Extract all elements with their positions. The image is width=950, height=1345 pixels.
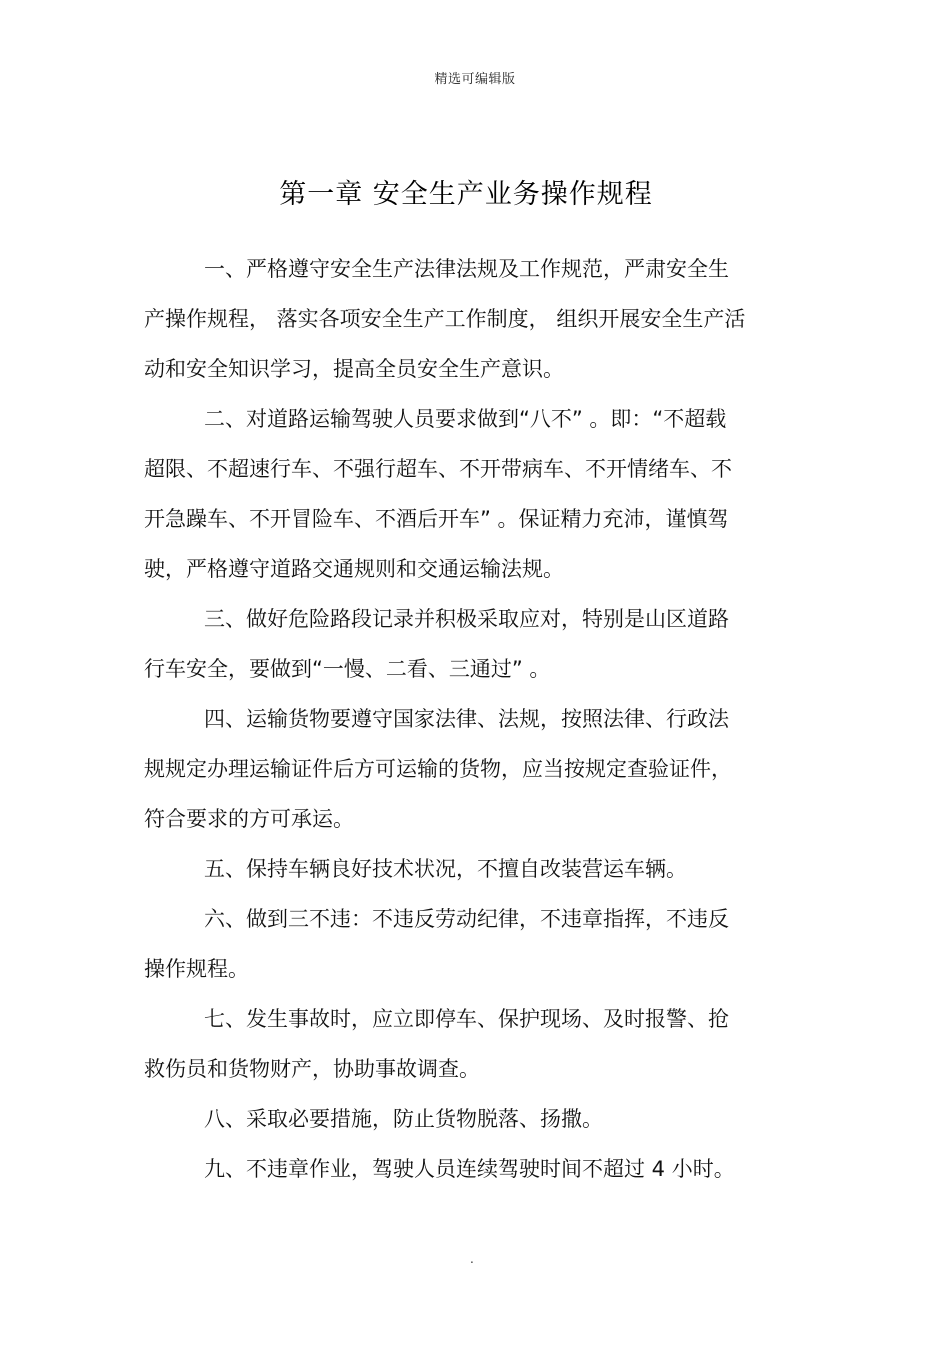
paragraph-line: 超限、不超速行车、不强行超车、不开带病车、不开情绪车、不: [144, 457, 732, 481]
paragraph-line: 行车安全，要做到“一慢、二看、三通过” 。: [144, 657, 551, 681]
paragraph-line: 八、采取必要措施，防止货物脱落、扬撒。: [204, 1107, 603, 1131]
paragraph-line: 操作规程。: [144, 957, 249, 981]
paragraph-line: 驶，严格遵守道路交通规则和交通运输法规。: [144, 557, 564, 581]
paragraph-line: 三、做好危险路段记录并积极采取应对，特别是山区道路: [204, 607, 729, 631]
paragraph-line: 开急躁车、不开冒险车、不酒后开车” 。保证精力充沛，谨慎驾: [144, 507, 729, 531]
document-body: [144, 244, 824, 1194]
page-header: 精选可编辑版: [434, 72, 516, 87]
paragraph-line: 救伤员和货物财产，协助事故调查。: [144, 1057, 480, 1081]
paragraph-line: 符合要求的方可承运。: [144, 807, 354, 831]
paragraph-line: 九、不违章作业，驾驶人员连续驾驶时间不超过 4 小时。: [204, 1157, 735, 1181]
chapter-title: 第一章 安全生产业务操作规程: [279, 179, 653, 210]
paragraph-line: 产操作规程， 落实各项安全生产工作制度， 组织开展安全生产活: [144, 307, 746, 331]
paragraph-line: 四、运输货物要遵守国家法律、法规，按照法律、行政法: [204, 707, 729, 731]
paragraph-line: 七、发生事故时，应立即停车、保护现场、及时报警、抢: [204, 1007, 729, 1031]
paragraph-line: 二、对道路运输驾驶人员要求做到“八不” 。即：“不超载: [204, 407, 727, 431]
paragraph-line: 五、保持车辆良好技术状况，不擅自改装营运车辆。: [204, 857, 687, 881]
page-footer: .: [470, 1252, 474, 1266]
paragraph-line: 规规定办理运输证件后方可运输的货物，应当按规定查验证件，: [144, 757, 732, 781]
paragraph-line: 动和安全知识学习，提高全员安全生产意识。: [144, 357, 564, 381]
paragraph-line: 六、做到三不违：不违反劳动纪律，不违章指挥，不违反: [204, 907, 729, 931]
paragraph-line: 一、严格遵守安全生产法律法规及工作规范，严肃安全生: [204, 257, 729, 281]
